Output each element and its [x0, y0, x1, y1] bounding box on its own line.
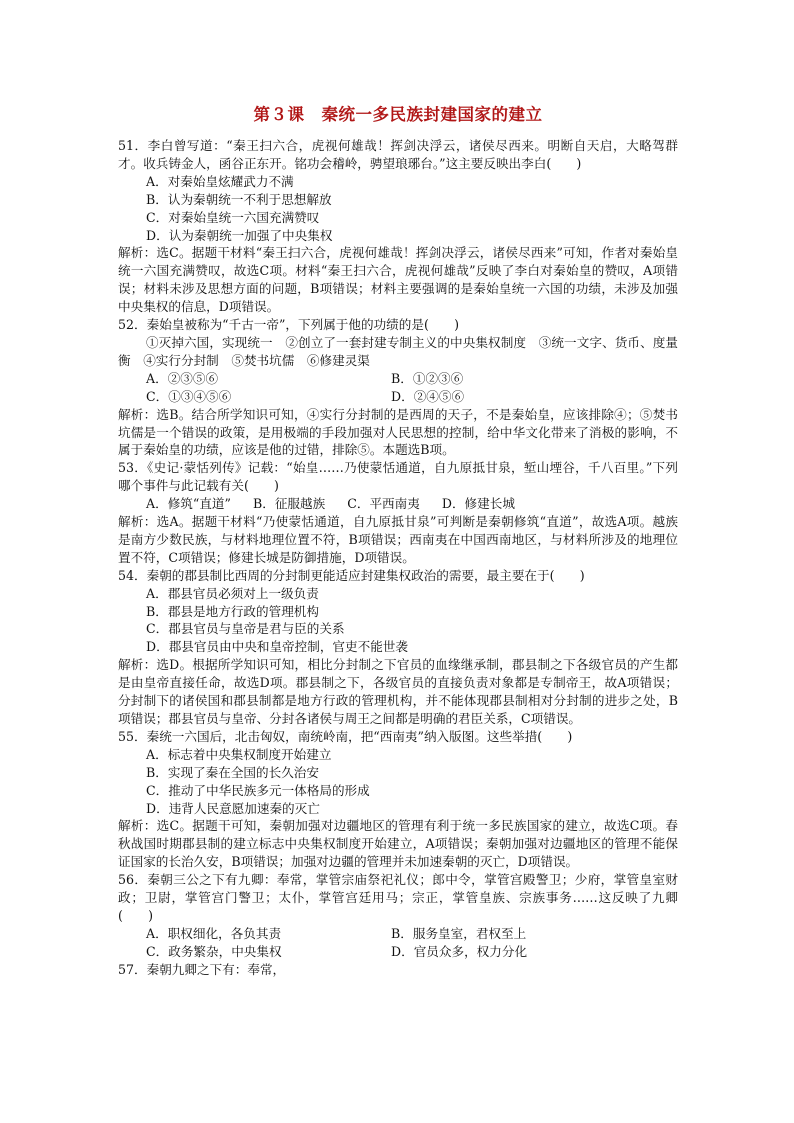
option-d: D．认为秦朝统一加强了中央集权 [146, 227, 333, 243]
option-d: D．②④⑤⑥ [391, 388, 465, 404]
option-c: C．①③④⑤⑥ [146, 388, 232, 404]
question-52 [118, 316, 678, 459]
option-a: A．职权细化，各负其责 [146, 925, 282, 941]
answer-analysis: 解析：选C。据题干材料“秦王扫六合，虎视何雄哉！挥剑决浮云，诸侯尽西来”可知，作者对秦始皇统一六国充满赞叹，故选C项。材料“秦王扫六合，虎视何雄哉”反映了李白对秦始皇的赞叹，A项错误；材料未涉及思想方面的问题，B项错误；材料主要强调的是秦始皇统一六国的功绩，未涉及加强中央集权的信息，D项错误。 [118, 245, 678, 315]
option-a: A．郡县官员必须对上一级负责 [146, 585, 319, 601]
option-c: C．推动了中华民族多元一体格局的形成 [146, 782, 370, 798]
option-a: A．②③⑤⑥ [146, 370, 219, 386]
question-57 [118, 961, 678, 979]
option-a: A．对秦始皇炫耀武力不满 [146, 173, 294, 189]
option-d: D．官员众多，权力分化 [391, 943, 528, 959]
option-row [118, 370, 678, 388]
option-b: B．服务皇室，君权至上 [391, 925, 527, 941]
option-c: C．平西南夷 [347, 496, 420, 512]
question-stem: 53．《史记·蒙恬列传》记载：“始皇……乃使蒙恬通道，自九原抵甘泉，堑山堙谷，千八百里。”下列哪个事件与此记载有关( ) [118, 460, 678, 494]
answer-analysis: 解析：选D。根据所学知识可知，相比分封制之下官员的血缘继承制，郡县制之下各级官员的产生都是由皇帝直接任命，故选D项。郡县制之下，各级官员的直接负责对象都是专制帝王，故A项错误；分封制下的诸侯国和郡县制都是地方行政的管理机构，并不能体现郡县制相对分封制的进步之处，B项错误；郡县官员与皇帝、分封各诸侯与周王之间都是明确的君臣关系，C项错误。 [118, 657, 678, 726]
option-b: B．实现了秦在全国的长久治安 [146, 764, 319, 780]
question-stem: 54．秦朝的郡县制比西周的分封制更能适应封建集权政治的需要，最主要在于( ) [118, 567, 585, 583]
answer-analysis: 解析：选C。据题干可知，秦朝加强对边疆地区的管理有利于统一多民族国家的建立，故选C项。春秋战国时期郡县制的建立标志中央集权制度开始建立，A项错误；秦朝加强对边疆地区的管理不能保证国家的长治久安，B项错误；加强对边疆的管理并未加速秦朝的灭亡，D项错误。 [118, 818, 678, 870]
answer-analysis: 解析：选A。据题干材料“乃使蒙恬通道，自九原抵甘泉”可判断是秦朝修筑“直道”，故选A项。越族是南方少数民族，与材料地理位置不符，B项错误；西南夷在中国西南地区，与材料所涉及的地理位置不符，C项错误；修建长城是防御措施，D项错误。 [118, 514, 678, 565]
option-c: C．郡县官员与皇帝是君与臣的关系 [146, 621, 345, 637]
option-b: B．郡县是地方行政的管理机构 [146, 603, 319, 619]
option-row [118, 388, 678, 406]
question-stem: 56．秦朝三公之下有九卿：奉常，掌管宗庙祭祀礼仪；郎中令，掌管宫殿警卫；少府，掌管皇室财政；卫尉，掌管宫门警卫；太仆，掌管宫廷用马；宗正，掌管皇族、宗族事务……这反映了九卿( ) [118, 872, 678, 923]
option-a: A．标志着中央集权制度开始建立 [146, 746, 332, 762]
option-b: B．征服越族 [252, 496, 326, 512]
question-55 [118, 728, 678, 871]
question-54 [118, 567, 678, 728]
question-51 [118, 137, 678, 316]
answer-analysis: 解析：选B。结合所学知识可知，④实行分封制的是西周的天子，不是秦始皇，应该排除④；⑤焚书坑儒是一个错误的政策，是用极端的手段加强对人民思想的控制，给中华文化带来了消极的影响，不属于秦始皇的功绩，应该是他的过错，排除⑤。本题选B项。 [118, 406, 678, 458]
question-56 [118, 871, 678, 961]
document-page [118, 100, 678, 979]
question-53 [118, 459, 678, 566]
question-stem: 52．秦始皇被称为“千古一帝”，下列属于他的功绩的是( ) [118, 317, 459, 333]
option-d: D．违背人民意愿加速秦的灭亡 [146, 800, 320, 816]
question-stem: 51．李白曾写道：“秦王扫六合，虎视何雄哉！挥剑决浮云，诸侯尽西来。明断自天启，大略驾群才。收兵铸金人，函谷正东开。铭功会稽岭，骋望琅琊台。”这主要反映出李白( ) [118, 138, 678, 171]
option-d: D．修建长城 [441, 496, 515, 512]
option-row [118, 495, 678, 513]
option-d: D．郡县官员由中央和皇帝控制，官吏不能世袭 [146, 639, 408, 655]
option-c: C．政务繁杂，中央集权 [146, 943, 282, 959]
question-stem: 57．秦朝九卿之下有：奉常， [118, 961, 286, 977]
option-a: A．修筑“直道” [146, 496, 231, 512]
option-c: C．对秦始皇统一六国充满赞叹 [146, 209, 320, 225]
option-b: B．认为秦朝统一不利于思想解放 [146, 191, 332, 207]
page-title: 第３课 秦统一多民族封建国家的建立 [253, 105, 543, 124]
option-row [118, 925, 678, 943]
option-b: B．①②③⑥ [391, 370, 464, 386]
statement-list: ①灭掉六国，实现统一 ②创立了一套封建专制主义的中央集权制度 ③统一文字、货币、度量衡 ④实行分封制 ⑤焚书坑儒 ⑥修建灵渠 [118, 334, 678, 368]
option-row [118, 943, 678, 961]
question-stem: 55．秦统一六国后，北击匈奴，南统岭南，把“西南夷”纳入版图。这些举措( ) [118, 728, 573, 744]
